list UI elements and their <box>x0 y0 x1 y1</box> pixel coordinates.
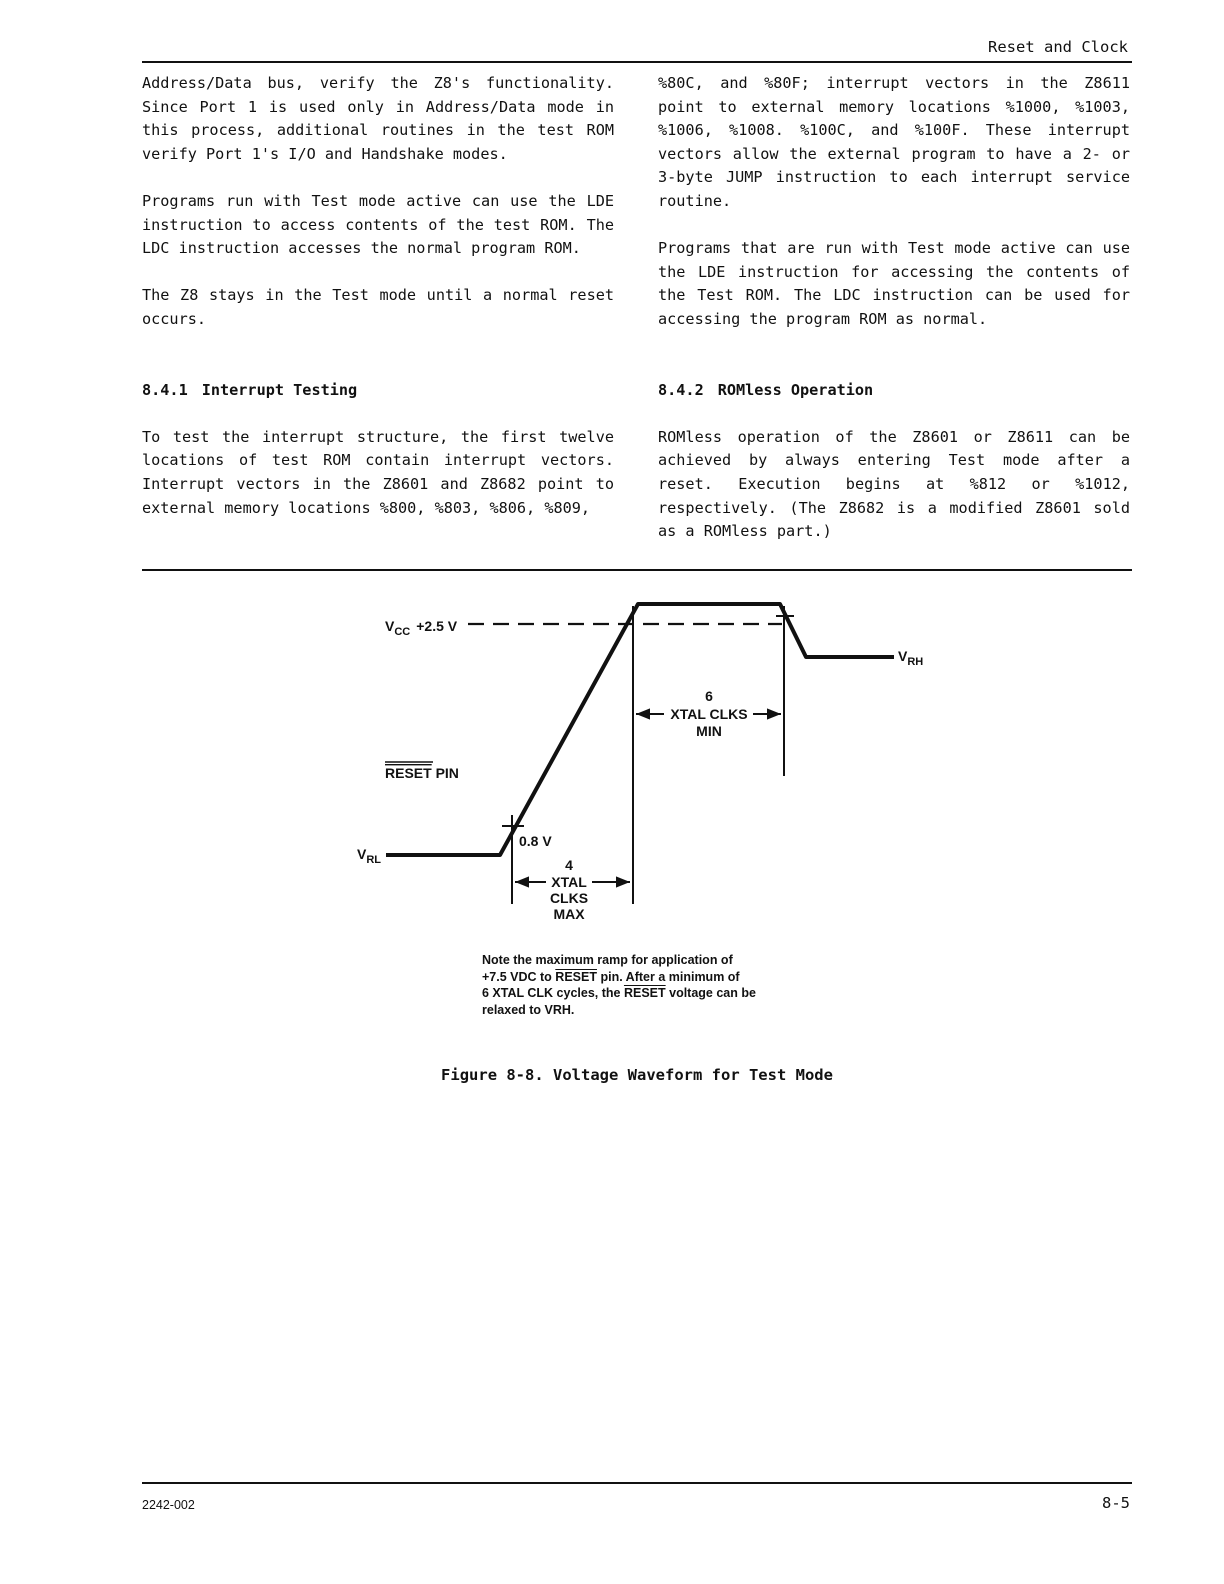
right-paragraph-2: Programs that are run with Test mode active can use the LDE instruction for accessing the contents of the Test ROM. The LDC instruction can be used for accessing the program ROM as normal. <box>658 239 1130 328</box>
section-number: 8.4.2 <box>658 380 704 399</box>
page-number: 8-5 <box>1102 1494 1130 1512</box>
left-paragraph-3: The Z8 stays in the Test mode until a normal reset occurs. <box>142 286 614 328</box>
vrh-label: $V_{RH}$ <box>898 648 924 668</box>
note-line-4: relaxed to VRH. <box>482 1002 575 1017</box>
note-line-2: +7.5 VDC to RESET pin. After a minimum of <box>482 969 740 984</box>
vcc-label: $V_{CC} +2.5$ V <box>385 618 458 638</box>
min-count-label: 6 <box>705 688 713 704</box>
figure-note <box>482 952 842 1018</box>
section-number: 8.4.1 <box>142 380 188 399</box>
reset-waveform <box>386 604 894 855</box>
right-paragraph-3: ROMless operation of the Z8601 or Z8611 can be achieved by always entering Test mode after a reset. Execution begins at %812 or %1012, respectively. (The Z8682 is a modified Z8601 sold as a ROMless part.) <box>658 427 1130 541</box>
max-unit-label-2: CLKS <box>549 890 589 906</box>
min-word-label: MIN <box>696 723 722 739</box>
left-paragraph-4: To test the interrupt structure, the first twelve locations of test ROM contain interrupt vectors. Interrupt vectors in the Z8601 and Z8682 point to external memory locations %800, %803, %806, %809, <box>142 427 614 517</box>
section-title: ROMless Operation <box>717 380 874 399</box>
left-paragraph-2: Programs run with Test mode active can use the LDE instruction to access contents of the test ROM. The LDC instruction accesses the normal program ROM. <box>142 191 614 258</box>
note-line-3: 6 XTAL CLK cycles, the RESET voltage can be <box>482 986 756 1000</box>
running-head: Reset and Clock <box>988 38 1128 56</box>
left-paragraph-1: Address/Data bus, verify the Z8's functionality. Since Port 1 is used only in Address/Data mode in this process, additional routines in the test ROM verify Port 1's I/O and Handshake modes. <box>142 74 614 163</box>
max-unit-label-1: XTAL <box>551 874 587 890</box>
reset-pin-label: RESET PIN <box>385 765 459 781</box>
figure-caption: Figure 8-8. Voltage Waveform for Test Mode <box>441 1066 833 1084</box>
note-line-1: Note the maximum ramp for application of <box>482 953 733 967</box>
section-title: Interrupt Testing <box>201 380 358 399</box>
right-paragraph-1: %80C, and %80F; interrupt vectors in the Z8611 point to external memory locations %1000, %1003, %1006, %1008. %100C, and %100F. These interrupt vectors allow the external program to have a 2- or 3-byte JUMP instruction to each interrupt service routine. <box>658 74 1130 210</box>
vrl-label: $V_{RL}$ <box>357 846 382 866</box>
threshold-label: 0.8 V <box>519 833 552 849</box>
document-code: 2242-002 <box>142 1498 195 1512</box>
max-count-label: 4 <box>565 857 573 873</box>
min-unit-label: XTAL CLKS <box>670 706 748 722</box>
footer-rule <box>142 1482 1132 1484</box>
max-word-label: MAX <box>553 906 585 922</box>
